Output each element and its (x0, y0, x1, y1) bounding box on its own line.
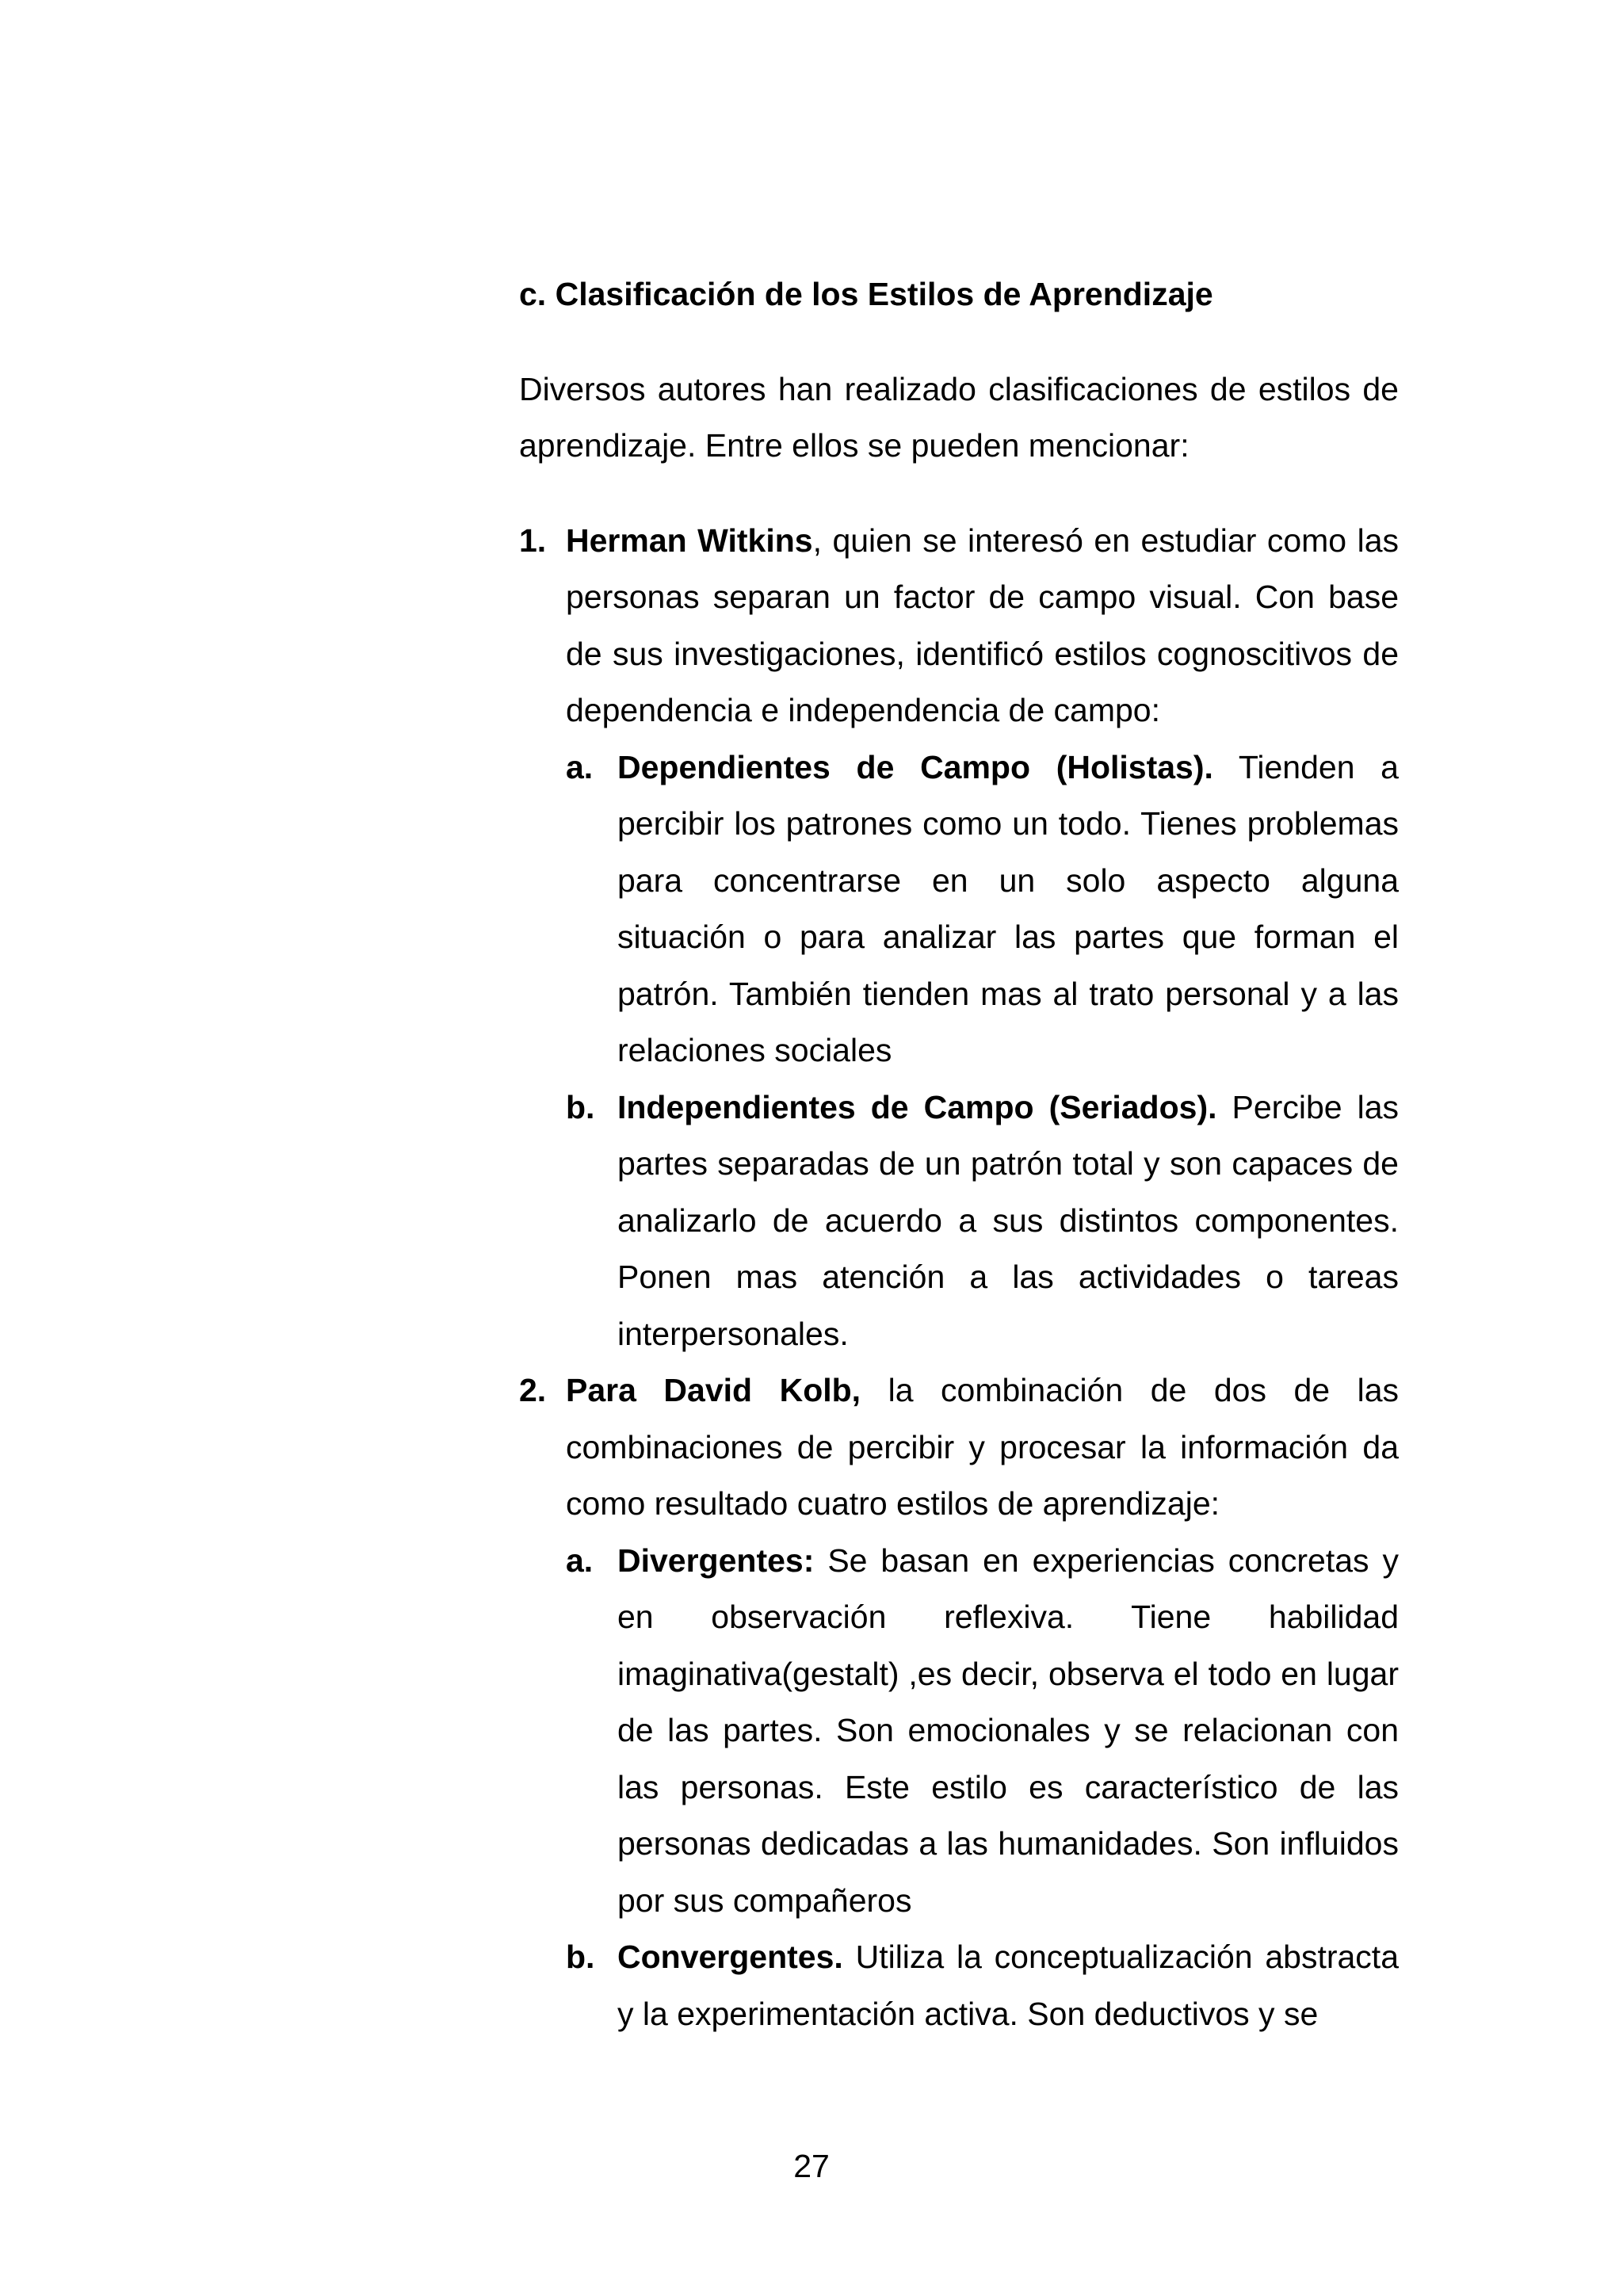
author-list (519, 513, 1399, 2043)
sub-list (566, 1533, 1399, 2043)
list-item-witkins (519, 513, 1399, 1363)
list-item-kolb (519, 1362, 1399, 2042)
sub-list-letter: a. (566, 1541, 594, 1579)
style-description: Percibe las partes separadas de un patrón total y son capaces de analizarlo de acuerdo a sus distintos componentes. Ponen mas atención a las actividades o tareas interpersonales. (617, 1088, 1399, 1352)
list-number: 2. (519, 1372, 547, 1408)
sub-list-letter: a. (566, 748, 594, 785)
sub-item-independientes (566, 1079, 1399, 1363)
sub-item-text (617, 1533, 1399, 1930)
style-name: Dependientes de Campo (Holistas). (617, 748, 1213, 785)
style-name: Convergentes. (617, 1939, 843, 1975)
style-description: Utiliza la conceptualización abstracta y la experimentación activa. Son deductivos y se (617, 1939, 1399, 2032)
style-name: Independientes de Campo (Seriados). (617, 1088, 1217, 1125)
sub-item-text (617, 1929, 1399, 2042)
item-description: la combinación de dos de las combinaciones de percibir y procesar la información da como resultado cuatro estilos de aprendizaje: (566, 1372, 1399, 1522)
sub-item-dependientes (566, 739, 1399, 1079)
item-description: , quien se interesó en estudiar como las personas separan un factor de campo visual. Con base de sus investigaciones, identificó estilos cognoscitivos de dependencia e independencia de campo: (566, 521, 1399, 728)
sub-list (566, 739, 1399, 1363)
section-heading: c. Clasificación de los Estilos de Aprendizaje (519, 276, 1213, 312)
style-description: Se basan en experiencias concretas y en observación reflexiva. Tiene habilidad imaginativa(gestalt) ,es decir, observa el todo en lugar de las partes. Son emocionales y se relacionan con las personas. Este estilo es característico de las personas dedicadas a las humanidades. Son influidos por sus compañeros (617, 1541, 1399, 1919)
list-item-text (566, 513, 1399, 739)
list-item-text (566, 1362, 1399, 1533)
page-content (519, 266, 1399, 2042)
sub-list-letter: b. (566, 1088, 595, 1125)
author-name: Herman Witkins (566, 521, 813, 559)
style-name: Divergentes: (617, 1541, 815, 1579)
sub-item-text (617, 739, 1399, 1079)
sub-list-letter: b. (566, 1939, 595, 1975)
list-number: 1. (519, 521, 547, 559)
sub-item-convergentes (566, 1929, 1399, 2042)
page-number: 27 (793, 2148, 830, 2184)
author-name: Para David Kolb, (566, 1372, 861, 1408)
sub-item-divergentes (566, 1533, 1399, 1930)
sub-item-text (617, 1079, 1399, 1363)
intro-paragraph: Diversos autores han realizado clasificaciones de estilos de aprendizaje. Entre ellos se pueden mencionar: (519, 370, 1399, 464)
style-description: Tienden a percibir los patrones como un todo. Tienes problemas para concentrarse en un solo aspecto alguna situación o para analizar las partes que forman el patrón. También tienden mas al trato personal y a las relaciones sociales (617, 748, 1399, 1068)
